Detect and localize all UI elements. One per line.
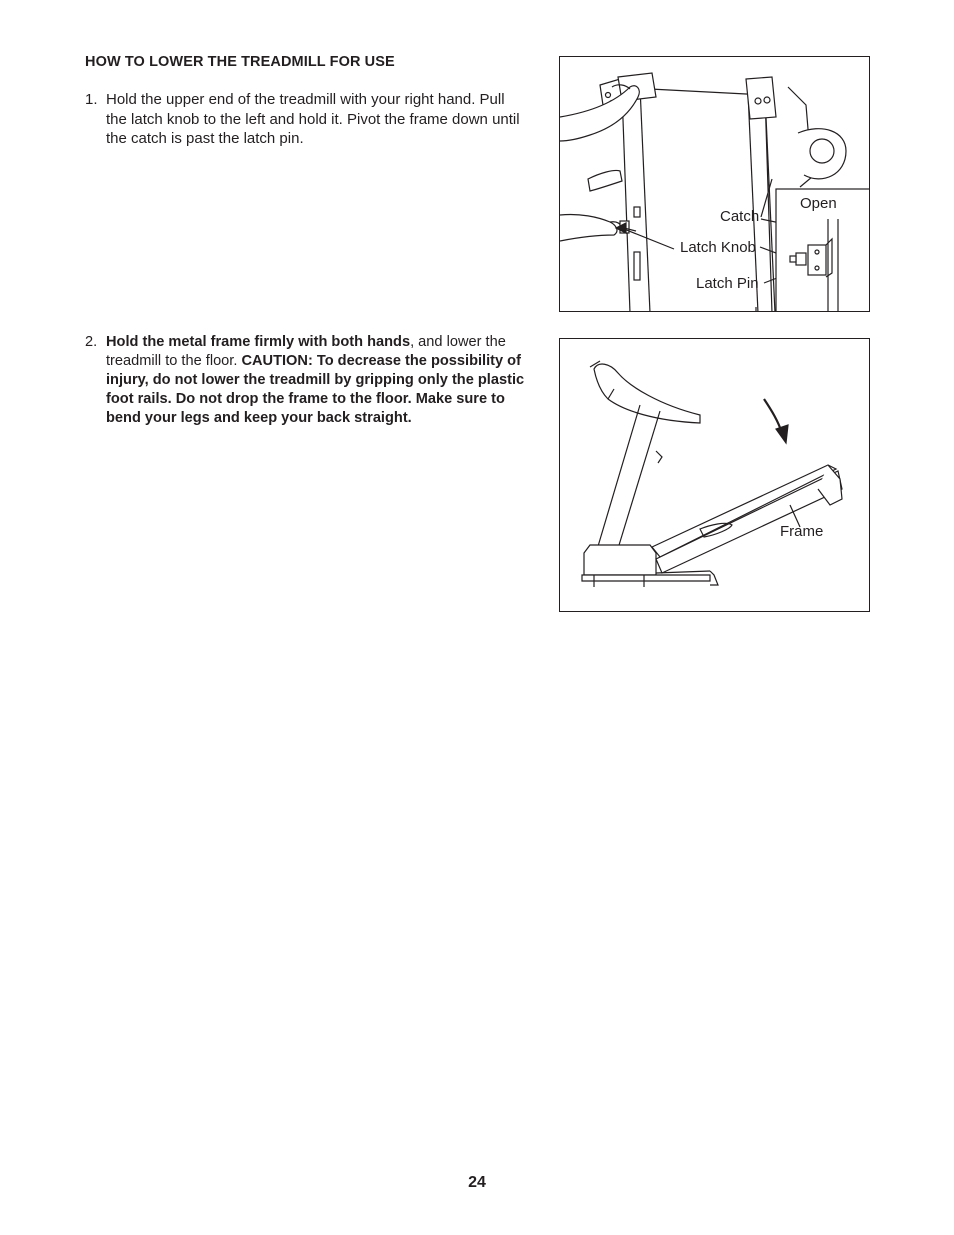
step-text-mid: , and lower the treadmill to the floor. [106, 334, 506, 369]
step-2 [85, 333, 525, 428]
step-number: 1. [85, 91, 98, 108]
label-latch-pin: Latch Pin [696, 275, 759, 292]
latch-illustration [559, 56, 870, 312]
step-number: 2. [85, 334, 98, 350]
latch-drawing [560, 57, 870, 312]
lowering-drawing [560, 339, 870, 612]
label-catch: Catch [720, 208, 760, 225]
step-text [106, 333, 525, 428]
step-text: Hold the upper end of the treadmill with your right hand. Pull the latch knob to the left and hold it. Pivot the frame down until the catch is past the latch pin. [106, 91, 520, 147]
section-heading: HOW TO LOWER THE TREADMILL FOR USE [85, 54, 395, 70]
lowering-illustration [559, 338, 870, 612]
label-latch-knob: Latch Knob [680, 239, 756, 256]
page-number: 24 [468, 1174, 486, 1191]
step-1 [85, 90, 525, 149]
caution-text: CAUTION: To decrease the possibility of injury, do not lower the treadmill by gripping only the plastic foot rails. Do not drop the frame to the floor. Make sure to bend your legs and keep your back straight. [106, 353, 525, 426]
label-open: Open [800, 195, 837, 212]
label-frame: Frame [780, 523, 824, 540]
step-bold-lead: Hold the metal frame firmly with both hands [106, 334, 411, 350]
